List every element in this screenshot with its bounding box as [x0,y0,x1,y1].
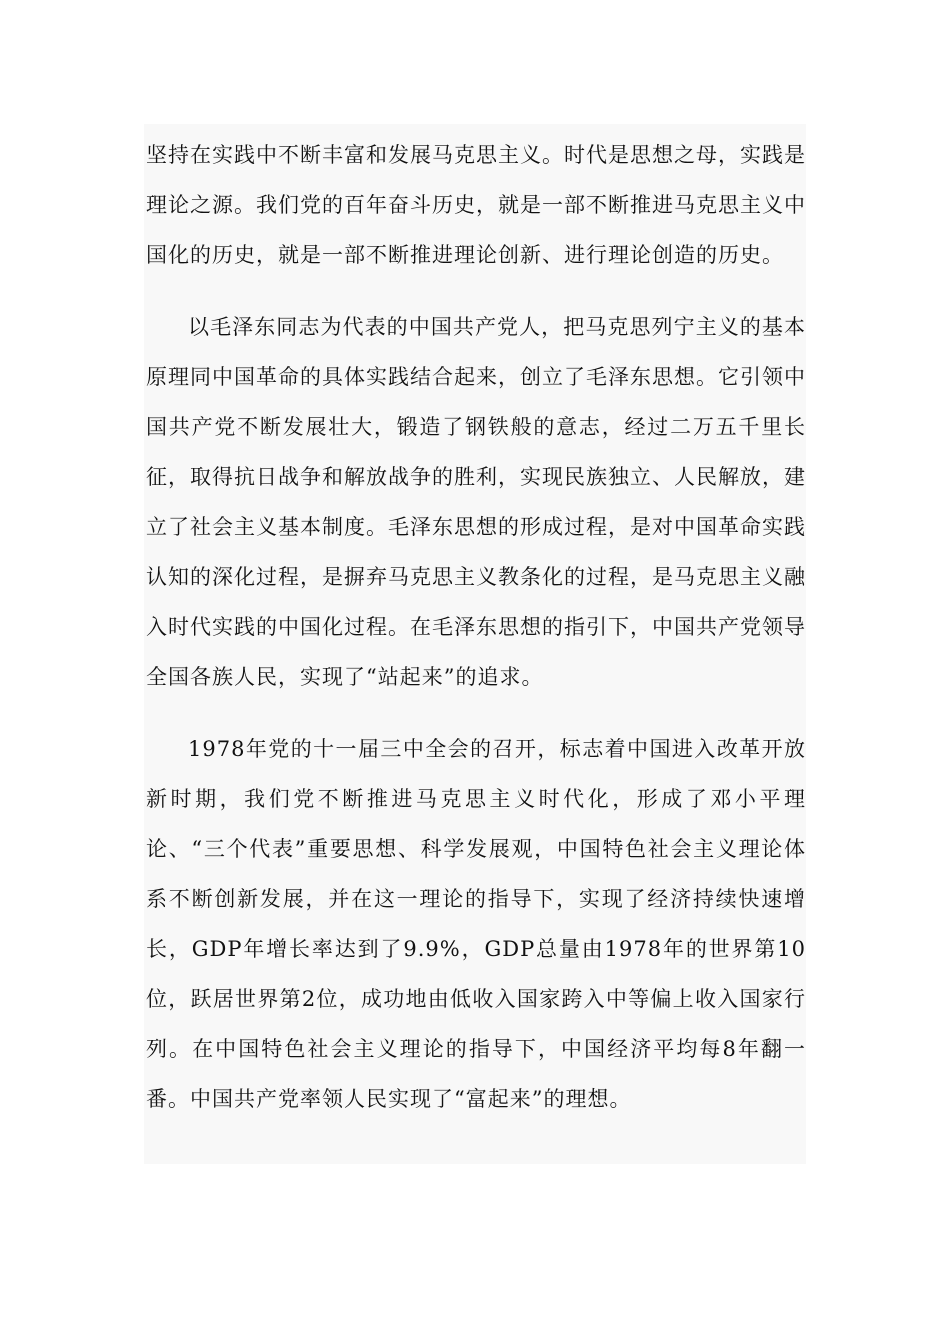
paragraph-3: 1978年党的十一届三中全会的召开，标志着中国进入改革开放新时期，我们党不断推进马克思主义时代化，形成了邓小平理论、“三个代表”重要思想、科学发展观，中国特色社会主义理论体系不断创新发展，并在这一理论的指导下，实现了经济持续快速增长，GDP年增长率达到了9.9%，GDP总量由1978年的世界第10位，跃居世界第2位，成功地由低收入国家跨入中等偏上收入国家行列。在中国特色社会主义理论的指导下，中国经济平均每8年翻一番。中国共产党率领人民实现了“富起来”的理想。 [146,737,806,1111]
paragraph-spacer [146,702,806,724]
paragraph-2: 以毛泽东同志为代表的中国共产党人，把马克思列宁主义的基本原理同中国革命的具体实践结合起来，创立了毛泽东思想。它引领中国共产党不断发展壮大，锻造了钢铁般的意志，经过二万五千里长征，取得抗日战争和解放战争的胜利，实现民族独立、人民解放，建立了社会主义基本制度。毛泽东思想的形成过程，是对中国革命实践认知的深化过程，是摒弃马克思主义教条化的过程，是马克思主义融入时代实践的中国化过程。在毛泽东思想的指引下，中国共产党领导全国各族人民，实现了“站起来”的追求。 [146,315,806,689]
document-body [144,124,806,1164]
paragraph-spacer [146,280,806,302]
paragraph-1: 坚持在实践中不断丰富和发展马克思主义。时代是思想之母，实践是理论之源。我们党的百年奋斗历史，就是一部不断推进马克思主义中国化的历史，就是一部不断推进理论创新、进行理论创造的历史。 [146,143,806,267]
